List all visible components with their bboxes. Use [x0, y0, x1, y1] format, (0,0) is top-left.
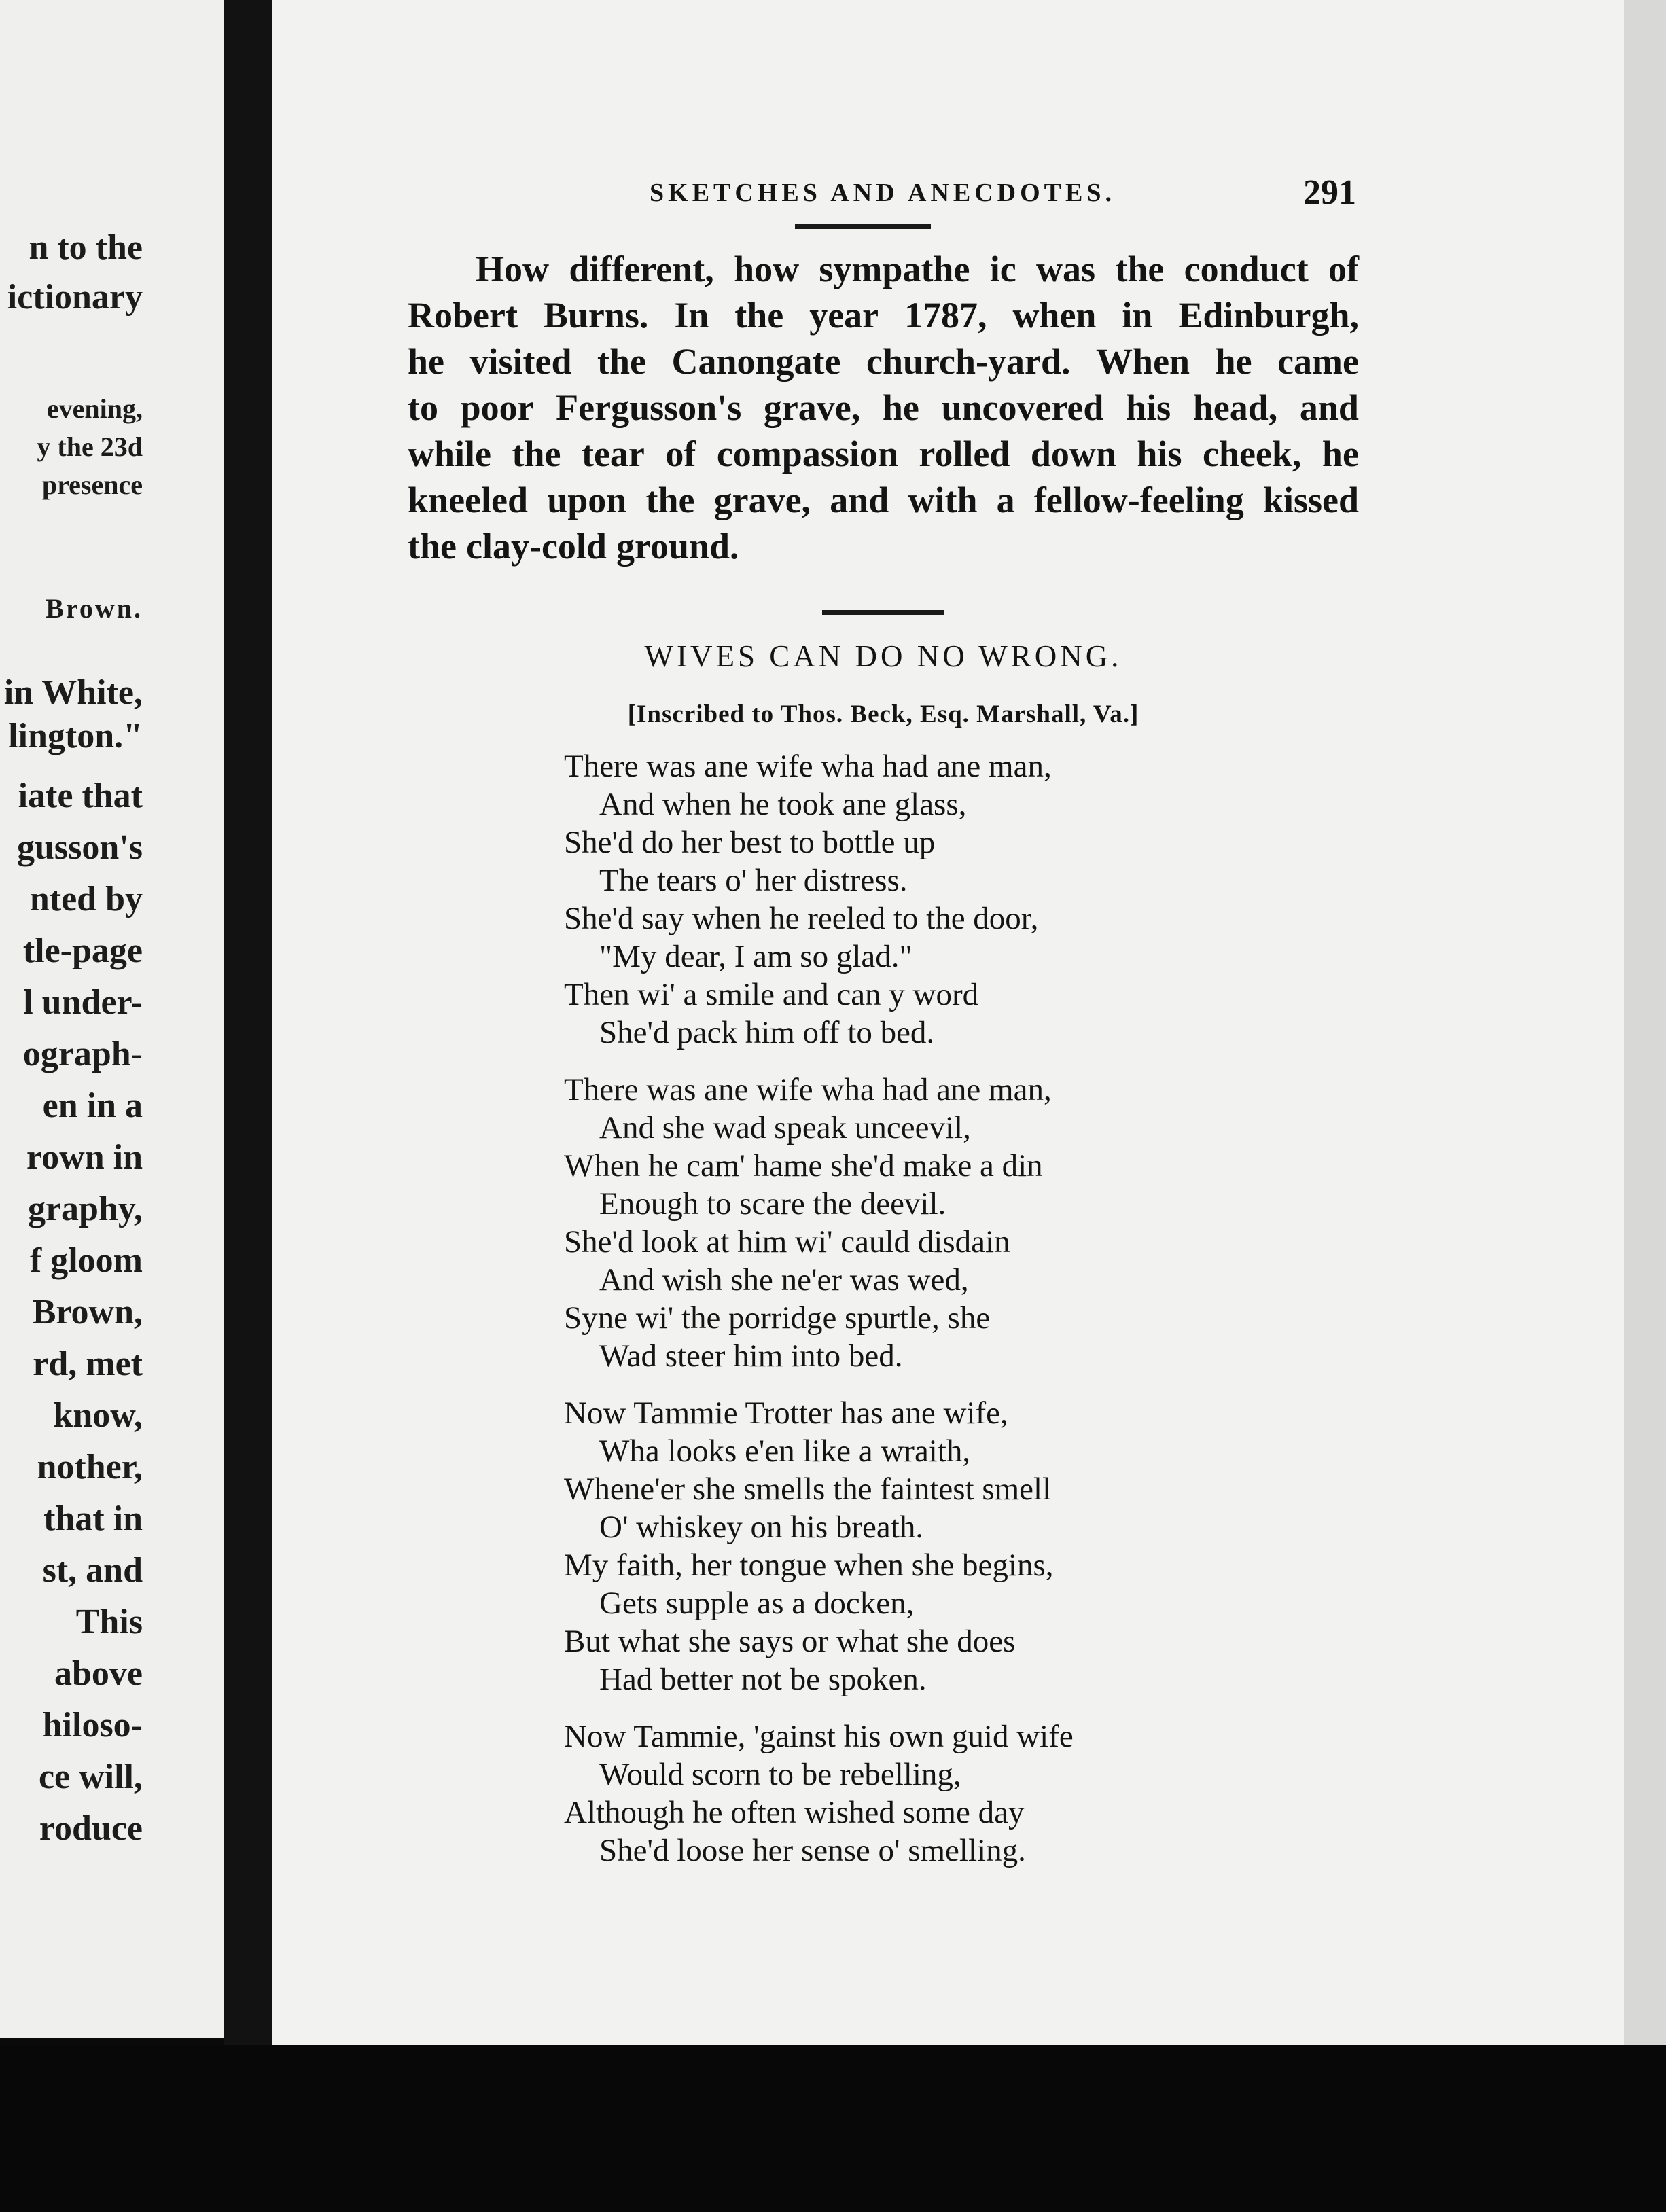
running-head: [378, 173, 1363, 219]
poem-line: She'd loose her sense o' smelling.: [599, 1833, 1026, 1868]
poem-line: But what she says or what she does: [564, 1624, 1016, 1659]
prose-line: to poor Fergusson's grave, he uncovered his head, and: [408, 387, 1359, 428]
left-page-fragment: presence: [41, 469, 143, 500]
prose-line: Robert Burns. In the year 1787, when in Edinburgh,: [408, 295, 1359, 336]
poem-line: Wad steer him into bed.: [599, 1338, 903, 1374]
poem-line: The tears o' her distress.: [599, 863, 908, 898]
left-page-fragment: in White,: [3, 673, 143, 712]
poem-line: She'd say when he reeled to the door,: [564, 901, 1039, 936]
left-page-fragment: f gloom: [29, 1241, 143, 1280]
poem-line: Now Tammie, 'gainst his own guid wife: [564, 1719, 1074, 1754]
poem-line: She'd look at him wi' cauld disdain: [564, 1224, 1010, 1260]
left-page-fragment: y the 23d: [37, 431, 143, 462]
left-page-fragment: ce will,: [38, 1758, 143, 1796]
prose-line: kneeled upon the grave, and with a fellow-feeling kissed: [408, 480, 1359, 520]
left-page-fragment: hiloso-: [42, 1706, 143, 1745]
left-page-fragment: gusson's: [17, 828, 143, 867]
page-gutter: [224, 0, 272, 2212]
left-page-fragment: en in a: [42, 1086, 143, 1125]
left-page-fragment: above: [54, 1654, 143, 1693]
poem-line: She'd pack him off to bed.: [599, 1015, 935, 1050]
poem-line: And she wad speak unceevil,: [599, 1110, 971, 1145]
left-page-fragment: rd, met: [33, 1344, 143, 1383]
poem-line: "My dear, I am so glad.": [599, 939, 912, 974]
prose-line: he visited the Canongate church-yard. When he came: [408, 341, 1359, 382]
previous-page-sliver: [0, 0, 224, 2038]
header-rule: [795, 224, 931, 229]
prose-line: while the tear of compassion rolled down his cheek, he: [408, 433, 1359, 474]
poem-line: There was ane wife wha had ane man,: [564, 749, 1052, 784]
poem-line: O' whiskey on his breath.: [599, 1510, 924, 1545]
left-page-fragment: evening,: [46, 393, 143, 424]
poem-line: Now Tammie Trotter has ane wife,: [564, 1395, 1008, 1431]
section-divider: [822, 610, 944, 615]
left-page-fragment: ograph-: [22, 1035, 143, 1073]
poem-line: And when he took ane glass,: [599, 787, 967, 822]
left-page-fragment: tle-page: [22, 931, 143, 970]
poem-title: WIVES CAN DO NO WRONG.: [644, 639, 1122, 673]
left-page-fragment: rown in: [26, 1138, 143, 1177]
page-number: 291: [1303, 173, 1356, 212]
poem-line: There was ane wife wha had ane man,: [564, 1072, 1052, 1107]
poem-line: When he cam' hame she'd make a din: [564, 1148, 1043, 1183]
poem-line: Enough to scare the deevil.: [599, 1186, 946, 1221]
prose-line: How different, how sympathe ic was the conduct of: [476, 249, 1359, 289]
left-page-fragment: n to the: [29, 228, 143, 267]
left-page-fragment: ictionary: [7, 278, 143, 317]
left-page-fragment: nted by: [29, 880, 143, 918]
left-page-fragment: nother,: [37, 1448, 143, 1486]
scan-background: [0, 2045, 1666, 2212]
left-page-fragment: st, and: [42, 1551, 143, 1590]
poem-line: Then wi' a smile and can y word: [564, 977, 979, 1012]
prose-paragraph: [408, 246, 1359, 569]
poem-line: Although he often wished some day: [564, 1795, 1025, 1830]
prose-line: the clay-cold ground.: [408, 526, 739, 567]
left-page-fragment: Brown.: [46, 593, 143, 624]
left-page-fragment: lington.": [8, 717, 143, 755]
poem-line: Would scorn to be rebelling,: [599, 1757, 961, 1792]
poem-line: Had better not be spoken.: [599, 1662, 927, 1697]
left-page-fragment: iate that: [18, 777, 143, 815]
poem-line: My faith, her tongue when she begins,: [564, 1548, 1054, 1583]
left-page-fragment: Brown,: [32, 1293, 143, 1332]
poem-stanza: [564, 1394, 1447, 1698]
poem-body: [564, 747, 1447, 1889]
poem-inscription: [Inscribed to Thos. Beck, Esq. Marshall, Va.]: [627, 700, 1139, 728]
left-page-fragment: roduce: [39, 1809, 143, 1848]
poem-line: Whene'er she smells the faintest smell: [564, 1471, 1052, 1507]
running-head-title: SKETCHES AND ANECDOTES.: [650, 179, 1116, 207]
poem-line: Gets supple as a docken,: [599, 1586, 915, 1621]
left-page-fragment: This: [75, 1603, 143, 1641]
poem-stanza: [564, 1717, 1447, 1870]
poem-line: Syne wi' the porridge spurtle, she: [564, 1300, 991, 1336]
poem-stanza: [564, 747, 1447, 1052]
left-page-fragment: l under-: [23, 983, 143, 1022]
page-edge: [1624, 0, 1666, 2045]
poem-stanza: [564, 1071, 1447, 1375]
left-page-fragment: graphy,: [27, 1190, 143, 1228]
poem-line: She'd do her best to bottle up: [564, 825, 936, 860]
left-page-fragment: that in: [43, 1499, 143, 1538]
poem-line: Wha looks e'en like a wraith,: [599, 1433, 971, 1469]
left-page-fragment: know,: [53, 1396, 143, 1435]
poem-line: And wish she ne'er was wed,: [599, 1262, 969, 1298]
